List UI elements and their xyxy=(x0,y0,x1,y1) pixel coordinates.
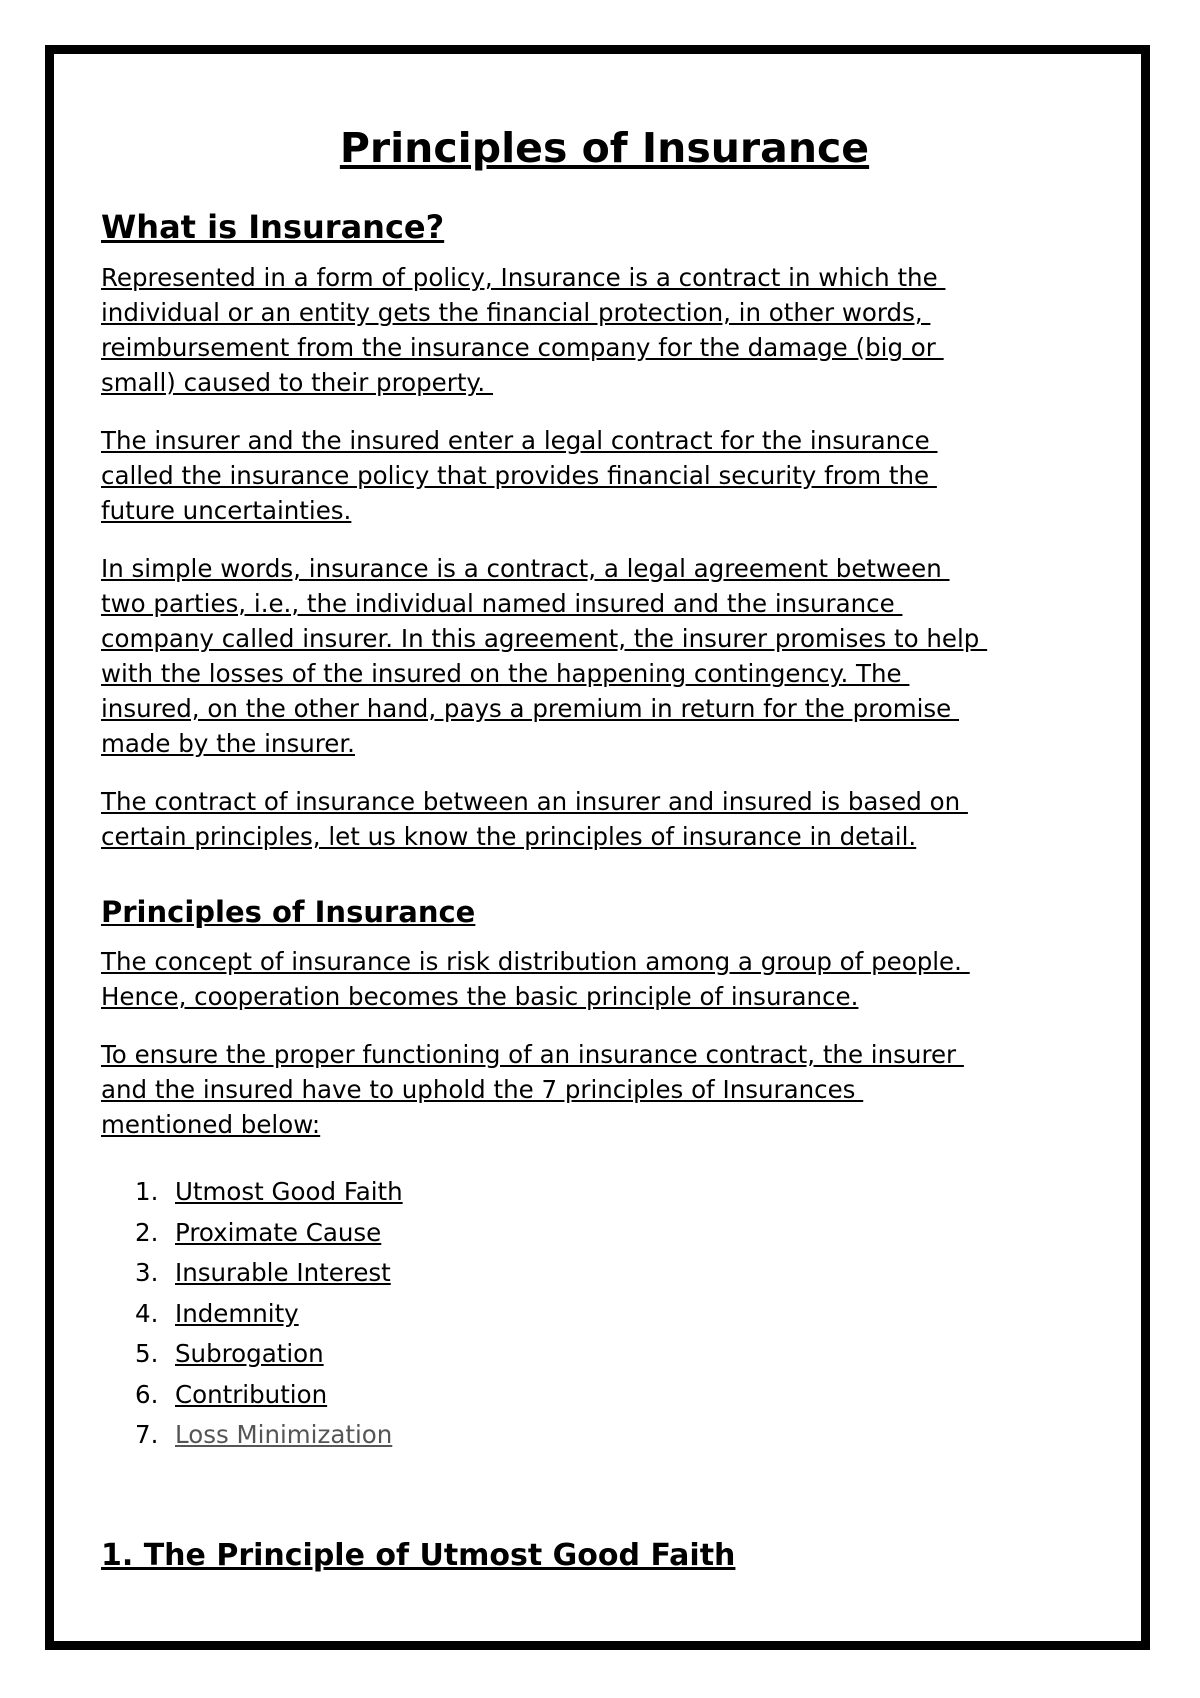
paragraph: Represented in a form of policy, Insurance is a contract in which the individual or an entity gets the financial protection, in other words, reimbursement from the insurance company for the damage (big or small) caused to their property. xyxy=(101,263,938,397)
section-heading-utmost-good-faith: 1. The Principle of Utmost Good Faith xyxy=(101,1537,736,1573)
list-item-text[interactable]: Indemnity xyxy=(175,1298,299,1328)
list-item-text[interactable]: Contribution xyxy=(175,1379,328,1409)
principles-list xyxy=(101,1172,1131,1456)
list-number: 6. xyxy=(135,1379,159,1409)
list-item-text[interactable]: Proximate Cause xyxy=(175,1217,382,1247)
paragraph: To ensure the proper functioning of an insurance contract, the insurer and the insured have to uphold the 7 principles of Insurances mentioned below: xyxy=(101,1040,957,1139)
paragraph: The insurer and the insured enter a legal contract for the insurance called the insurance policy that provides financial security from the future uncertainties. xyxy=(101,426,930,525)
document-content xyxy=(101,120,1131,1576)
section-heading-principles: Principles of Insurance xyxy=(101,895,476,929)
list-item-text[interactable]: Loss Minimization xyxy=(175,1420,393,1449)
list-item xyxy=(135,1334,1131,1375)
document-title: Principles of Insurance xyxy=(339,124,870,172)
list-number: 5. xyxy=(135,1339,159,1368)
list-item-text[interactable]: Insurable Interest xyxy=(175,1258,391,1287)
list-number: 1. xyxy=(135,1177,159,1206)
list-item xyxy=(135,1213,1131,1254)
list-number: 7. xyxy=(135,1420,159,1449)
paragraph: In simple words, insurance is a contract, a legal agreement between two parties, i.e., the individual named insured and the insurance company called insurer. In this agreement, the insurer promises to help with the losses of the insured on the happening contingency. The insured, on the other hand, pays a premium in return for the promise made by the insurer. xyxy=(101,554,980,758)
list-item xyxy=(135,1253,1131,1294)
list-number: 4. xyxy=(135,1298,159,1328)
paragraph: The concept of insurance is risk distribution among a group of people. Hence, cooperation becomes the basic principle of insurance. xyxy=(101,947,962,1011)
list-item xyxy=(135,1172,1131,1213)
section-heading-what-is-insurance: What is Insurance? xyxy=(101,208,445,246)
list-item xyxy=(135,1294,1131,1335)
list-item xyxy=(135,1415,1131,1456)
list-item-text[interactable]: Utmost Good Faith xyxy=(175,1177,403,1206)
paragraph: The contract of insurance between an insurer and insured is based on certain principles, let us know the principles of insurance in detail. xyxy=(101,787,961,851)
list-number: 2. xyxy=(135,1217,159,1247)
list-item-text[interactable]: Subrogation xyxy=(175,1339,324,1368)
list-number: 3. xyxy=(135,1258,159,1287)
list-item xyxy=(135,1375,1131,1416)
